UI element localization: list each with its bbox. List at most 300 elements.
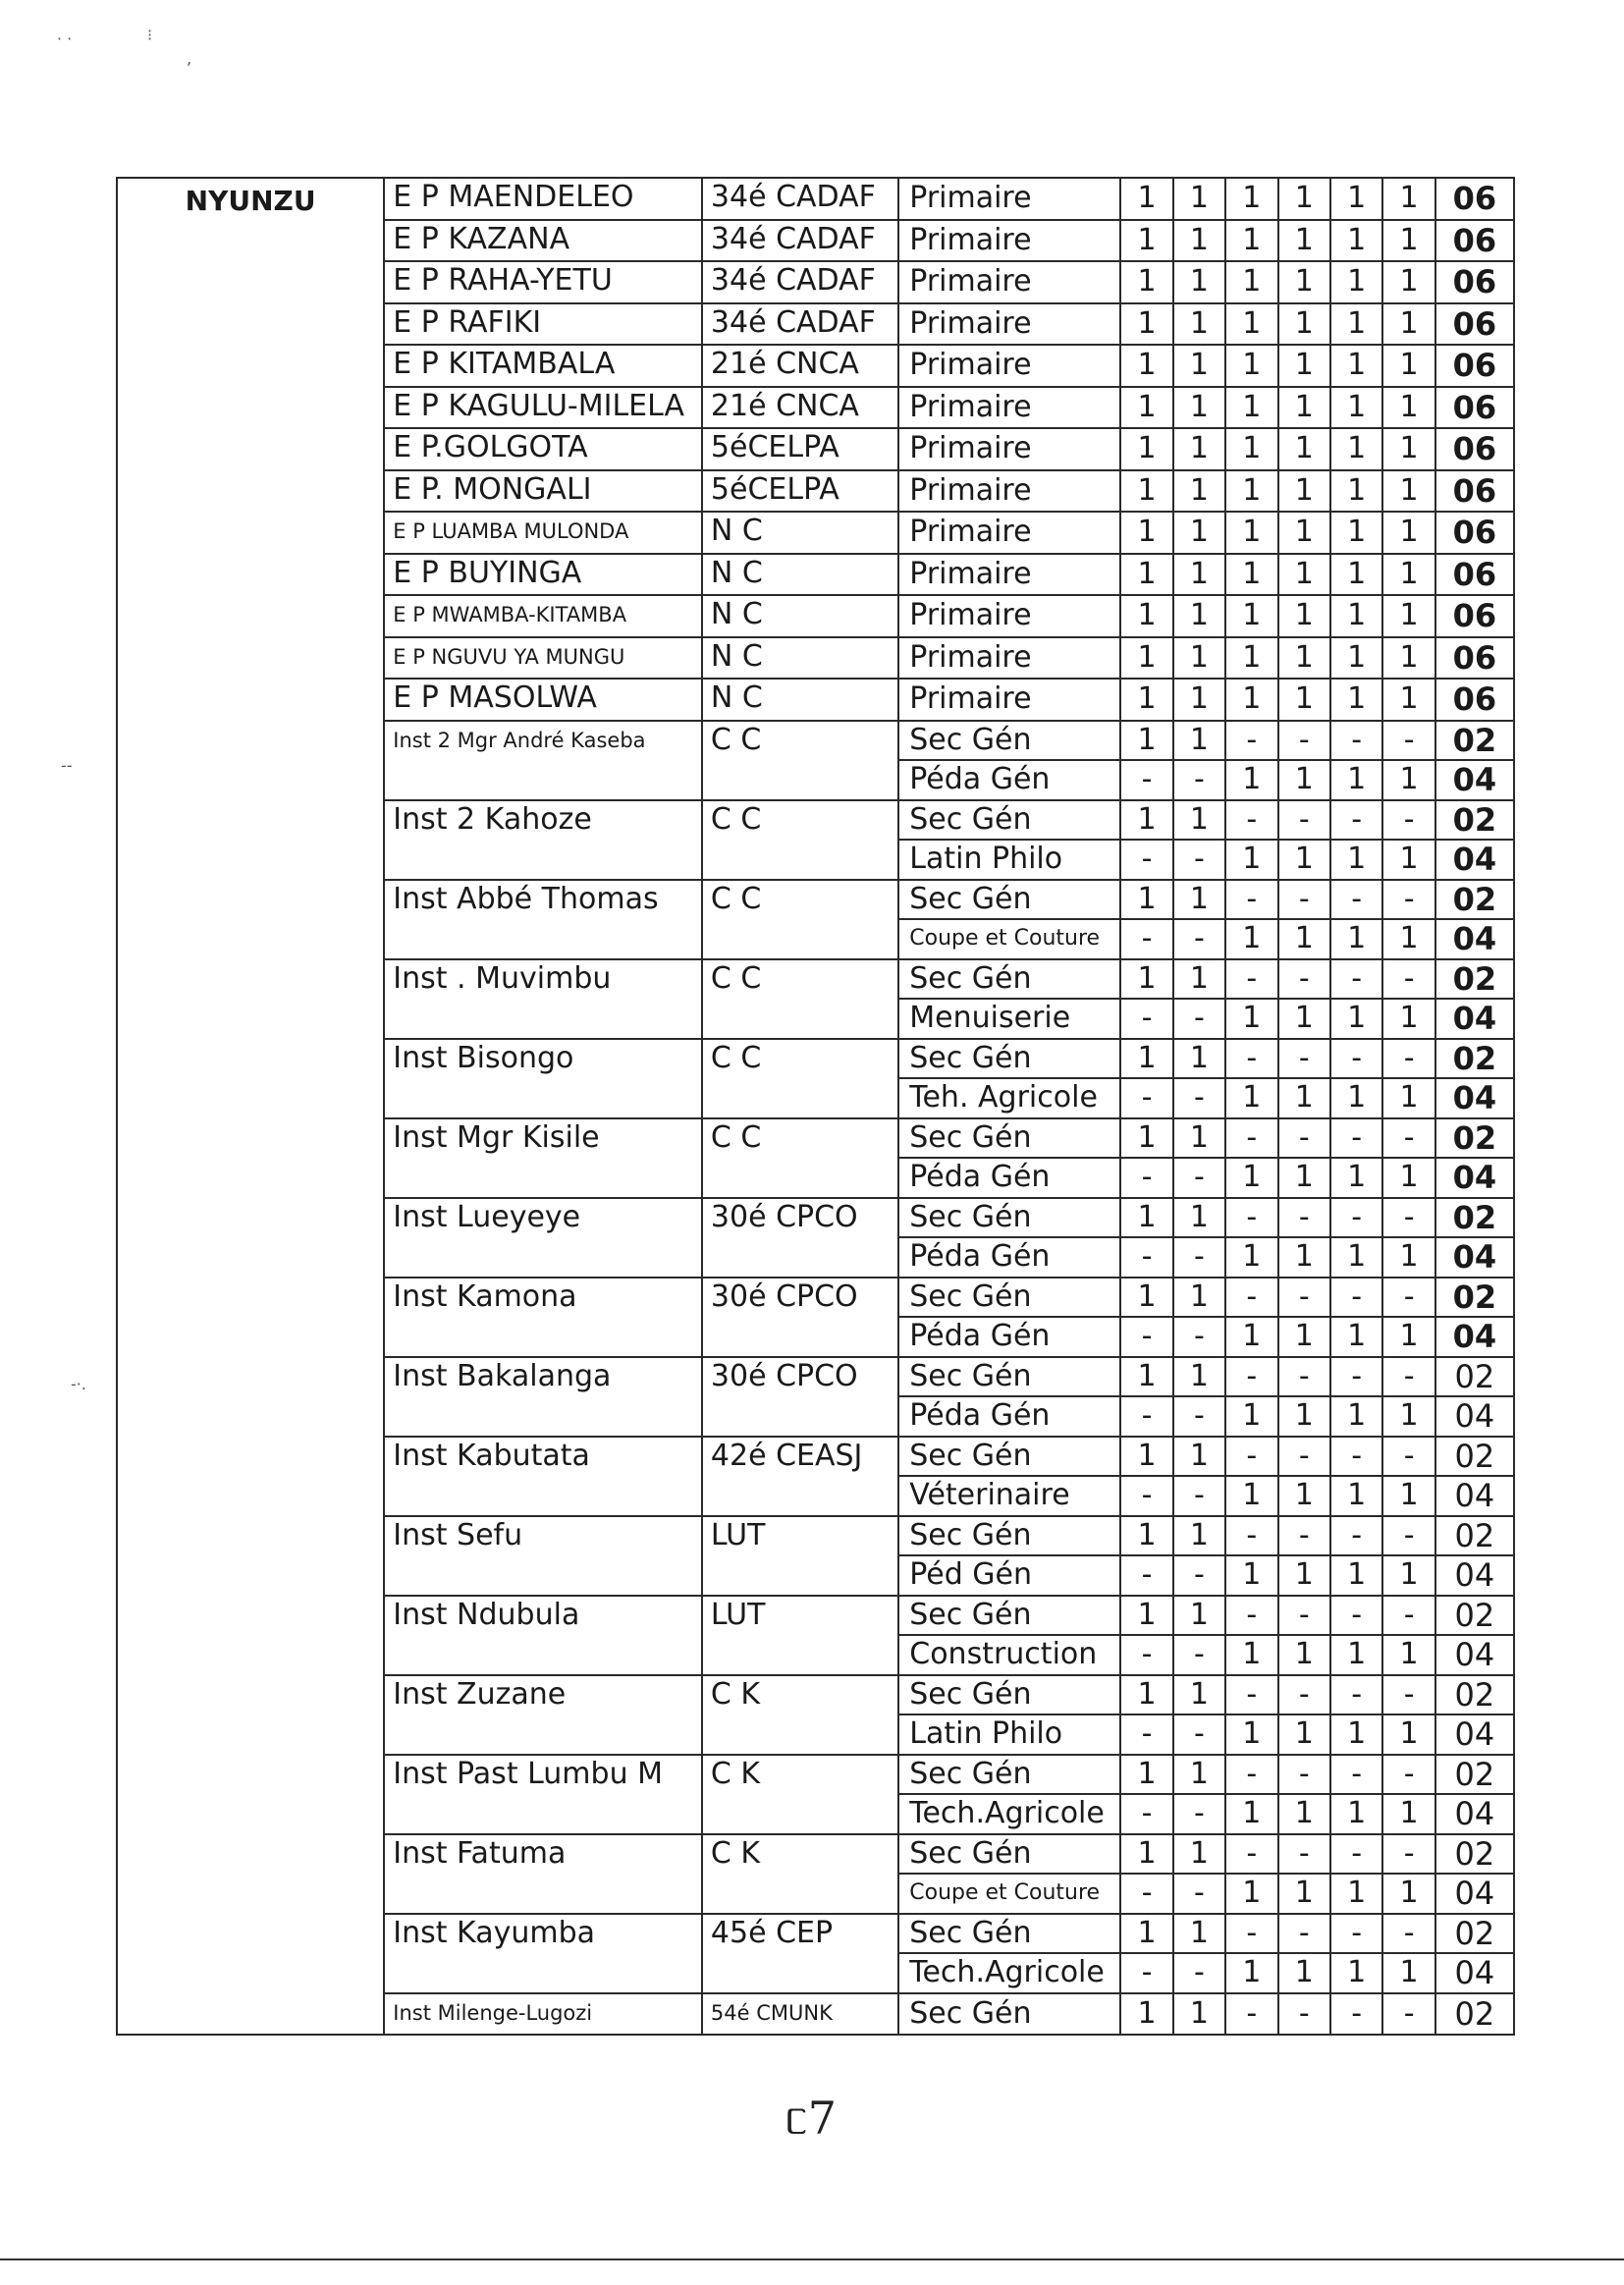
total-cell: 06 [1435,428,1514,470]
class-cell: 1 [1120,1914,1172,1954]
network-code: C K [702,1834,898,1914]
level-option: Primaire [898,679,1120,721]
class-cell: 1 [1120,261,1172,303]
class-cell: 1 [1382,679,1435,721]
class-cell: - [1225,1675,1277,1715]
total-cell: 04 [1435,840,1514,880]
class-cell: 1 [1173,1357,1225,1397]
total-cell: 06 [1435,470,1514,513]
level-option: Primaire [898,303,1120,346]
class-cell: - [1278,721,1330,761]
class-cell: 1 [1382,1874,1435,1914]
total-cell: 02 [1435,1675,1514,1715]
class-cell: 1 [1173,554,1225,596]
total-cell: 04 [1435,1396,1514,1437]
class-cell: 1 [1278,512,1330,554]
level-option: Primaire [898,345,1120,387]
level-option: Primaire [898,178,1120,220]
total-cell: 04 [1435,1714,1514,1755]
network-code: 54é CMUNK [702,1993,898,2036]
class-cell: - [1225,1516,1277,1556]
class-cell: 1 [1225,1158,1277,1198]
class-cell: 1 [1382,1158,1435,1198]
class-cell: 1 [1382,261,1435,303]
class-cell: - [1330,721,1382,761]
class-cell: - [1173,1953,1225,1993]
class-cell: 1 [1173,721,1225,761]
class-cell: 1 [1278,470,1330,513]
class-cell: - [1120,1714,1172,1755]
class-cell: 1 [1225,345,1277,387]
class-cell: 1 [1120,1834,1172,1875]
class-cell: - [1120,1078,1172,1118]
class-cell: 1 [1330,1476,1382,1516]
class-cell: - [1330,1198,1382,1238]
class-cell: 1 [1278,1635,1330,1675]
school-name: Inst Zuzane [384,1675,702,1755]
class-cell: - [1225,1039,1277,1079]
class-cell: - [1225,1278,1277,1318]
class-cell: - [1173,1158,1225,1198]
class-cell: 1 [1382,512,1435,554]
class-cell: - [1120,1317,1172,1357]
class-cell: 1 [1225,1714,1277,1755]
class-cell: 1 [1173,1278,1225,1318]
scan-speck: -- [61,756,73,775]
level-option: Coupe et Couture [898,919,1120,959]
class-cell: - [1225,1596,1277,1636]
network-code: C K [702,1755,898,1834]
class-cell: 1 [1225,999,1277,1039]
network-code: N C [702,554,898,596]
level-option: Primaire [898,261,1120,303]
class-cell: 1 [1225,1078,1277,1118]
school-name: Inst Milenge-Lugozi [384,1993,702,2036]
total-cell: 02 [1435,1914,1514,1954]
class-cell: 1 [1382,387,1435,429]
class-cell: 1 [1278,387,1330,429]
class-cell: 1 [1330,512,1382,554]
class-cell: 1 [1278,1237,1330,1278]
class-cell: 1 [1173,345,1225,387]
class-cell: 1 [1330,1396,1382,1437]
class-cell: 1 [1173,1118,1225,1159]
class-cell: - [1120,760,1172,800]
class-cell: 1 [1382,1237,1435,1278]
scan-speck: , [187,49,192,68]
class-cell: 1 [1173,1834,1225,1875]
class-cell: 1 [1278,345,1330,387]
network-code: 30é CPCO [702,1357,898,1437]
class-cell: 1 [1382,345,1435,387]
total-cell: 04 [1435,1794,1514,1834]
class-cell: - [1330,1914,1382,1954]
class-cell: - [1120,1476,1172,1516]
class-cell: - [1278,800,1330,841]
total-cell: 04 [1435,1555,1514,1596]
class-cell: - [1225,1914,1277,1954]
class-cell: 1 [1330,261,1382,303]
class-cell: - [1278,1834,1330,1875]
class-cell: 1 [1173,303,1225,346]
class-cell: 1 [1278,303,1330,346]
total-cell: 04 [1435,1635,1514,1675]
class-cell: 1 [1225,1635,1277,1675]
school-name: E P BUYINGA [384,554,702,596]
class-cell: - [1382,1516,1435,1556]
total-cell: 02 [1435,721,1514,761]
class-cell: 1 [1173,261,1225,303]
school-name: Inst Abbé Thomas [384,880,702,959]
class-cell: 1 [1173,178,1225,220]
class-cell: - [1120,1874,1172,1914]
class-cell: 1 [1330,1158,1382,1198]
class-cell: 1 [1278,840,1330,880]
class-cell: 1 [1120,428,1172,470]
class-cell: - [1382,1914,1435,1954]
network-code: C C [702,959,898,1039]
total-cell: 06 [1435,637,1514,680]
class-cell: 1 [1173,512,1225,554]
class-cell: 1 [1173,1039,1225,1079]
total-cell: 06 [1435,595,1514,637]
class-cell: 1 [1173,1993,1225,2036]
class-cell: 1 [1120,554,1172,596]
class-cell: - [1173,1476,1225,1516]
network-code: C C [702,880,898,959]
level-option: Sec Gén [898,1993,1120,2036]
class-cell: - [1173,760,1225,800]
class-cell: 1 [1330,919,1382,959]
class-cell: 1 [1225,919,1277,959]
school-name: Inst Mgr Kisile [384,1118,702,1198]
class-cell: - [1382,959,1435,1000]
level-option: Sec Gén [898,1914,1120,1954]
class-cell: 1 [1382,220,1435,262]
class-cell: - [1278,1596,1330,1636]
class-cell: 1 [1330,595,1382,637]
level-option: Primaire [898,512,1120,554]
class-cell: 1 [1120,1755,1172,1795]
class-cell: 1 [1225,595,1277,637]
class-cell: 1 [1173,595,1225,637]
class-cell: - [1225,721,1277,761]
network-code: 21é CNCA [702,345,898,387]
class-cell: - [1382,1039,1435,1079]
school-name: E P. MONGALI [384,470,702,513]
class-cell: 1 [1225,840,1277,880]
school-name: Inst Ndubula [384,1596,702,1675]
school-name: Inst Lueyeye [384,1198,702,1278]
school-name: E P KITAMBALA [384,345,702,387]
level-option: Sec Gén [898,1357,1120,1397]
class-cell: - [1173,1078,1225,1118]
class-cell: - [1278,1118,1330,1159]
class-cell: - [1120,1555,1172,1596]
class-cell: 1 [1120,637,1172,680]
class-cell: 1 [1173,428,1225,470]
class-cell: 1 [1382,178,1435,220]
class-cell: - [1225,1118,1277,1159]
class-cell: 1 [1120,959,1172,1000]
class-cell: - [1120,919,1172,959]
level-option: Primaire [898,554,1120,596]
school-name: Inst Kabutata [384,1437,702,1516]
level-option: Sec Gén [898,721,1120,761]
class-cell: 1 [1225,428,1277,470]
class-cell: - [1173,1874,1225,1914]
class-cell: 1 [1173,679,1225,721]
class-cell: 1 [1330,470,1382,513]
class-cell: - [1225,800,1277,841]
level-option: Sec Gén [898,1198,1120,1238]
network-code: C C [702,1118,898,1198]
class-cell: 1 [1173,1755,1225,1795]
class-cell: 1 [1225,387,1277,429]
class-cell: - [1173,1555,1225,1596]
level-option: Péda Gén [898,1317,1120,1357]
class-cell: - [1120,1794,1172,1834]
class-cell: 1 [1278,1317,1330,1357]
class-cell: 1 [1382,999,1435,1039]
class-cell: - [1330,1834,1382,1875]
total-cell: 06 [1435,261,1514,303]
network-code: 45é CEP [702,1914,898,1993]
class-cell: 1 [1382,1953,1435,1993]
class-cell: 1 [1120,1357,1172,1397]
class-cell: 1 [1330,1635,1382,1675]
total-cell: 06 [1435,345,1514,387]
class-cell: 1 [1120,1993,1172,2036]
class-cell: - [1382,1118,1435,1159]
total-cell: 02 [1435,1755,1514,1795]
district-name: NYUNZU [117,178,384,2035]
class-cell: - [1330,1596,1382,1636]
class-cell: 1 [1173,220,1225,262]
class-cell: 1 [1225,1555,1277,1596]
class-cell: 1 [1382,1078,1435,1118]
class-cell: 1 [1330,387,1382,429]
class-cell: - [1382,1357,1435,1397]
class-cell: 1 [1382,303,1435,346]
class-cell: 1 [1120,679,1172,721]
network-code: 5éCELPA [702,428,898,470]
class-cell: - [1225,1755,1277,1795]
class-cell: 1 [1278,1078,1330,1118]
level-option: Primaire [898,470,1120,513]
level-option: Coupe et Couture [898,1874,1120,1914]
class-cell: - [1278,1675,1330,1715]
school-name: Inst Bisongo [384,1039,702,1118]
class-cell: - [1278,1755,1330,1795]
class-cell: 1 [1225,679,1277,721]
class-cell: 1 [1330,554,1382,596]
class-cell: 1 [1173,959,1225,1000]
level-option: Sec Gén [898,1596,1120,1636]
level-option: Primaire [898,595,1120,637]
class-cell: 1 [1382,840,1435,880]
class-cell: - [1330,1039,1382,1079]
class-cell: 1 [1225,1874,1277,1914]
class-cell: - [1120,999,1172,1039]
level-option: Sec Gén [898,959,1120,1000]
school-name: Inst 2 Kahoze [384,800,702,880]
school-name: E P RAFIKI [384,303,702,346]
level-option: Tech.Agricole [898,1953,1120,1993]
class-cell: 1 [1330,1794,1382,1834]
class-cell: - [1225,1834,1277,1875]
class-cell: 1 [1173,387,1225,429]
class-cell: - [1120,1396,1172,1437]
level-option: Sec Gén [898,1118,1120,1159]
class-cell: 1 [1278,1555,1330,1596]
class-cell: 1 [1173,470,1225,513]
class-cell: - [1173,840,1225,880]
class-cell: - [1225,880,1277,920]
class-cell: 1 [1382,554,1435,596]
class-cell: 1 [1278,999,1330,1039]
school-name: E P NGUVU YA MUNGU [384,637,702,680]
class-cell: 1 [1382,1555,1435,1596]
class-cell: - [1382,880,1435,920]
class-cell: 1 [1278,178,1330,220]
class-cell: 1 [1225,1396,1277,1437]
class-cell: 1 [1225,178,1277,220]
class-cell: 1 [1330,1714,1382,1755]
level-option: Construction [898,1635,1120,1675]
total-cell: 02 [1435,800,1514,841]
class-cell: - [1225,959,1277,1000]
class-cell: 1 [1382,1794,1435,1834]
school-name: Inst 2 Mgr André Kaseba [384,721,702,800]
class-cell: 1 [1120,880,1172,920]
network-code: LUT [702,1516,898,1596]
class-cell: 1 [1225,760,1277,800]
total-cell: 04 [1435,1158,1514,1198]
class-cell: - [1278,1914,1330,1954]
scan-speck: -·. [71,1375,86,1393]
class-cell: 1 [1330,220,1382,262]
network-code: LUT [702,1596,898,1675]
level-option: Péda Gén [898,1396,1120,1437]
total-cell: 06 [1435,387,1514,429]
class-cell: 1 [1120,345,1172,387]
level-option: Primaire [898,428,1120,470]
class-cell: 1 [1330,679,1382,721]
total-cell: 02 [1435,1596,1514,1636]
class-cell: - [1382,1755,1435,1795]
class-cell: - [1173,1396,1225,1437]
class-cell: 1 [1120,1118,1172,1159]
class-cell: - [1120,1953,1172,1993]
class-cell: 1 [1120,800,1172,841]
class-cell: 1 [1225,554,1277,596]
level-option: Sec Gén [898,880,1120,920]
class-cell: - [1278,1357,1330,1397]
class-cell: - [1382,1993,1435,2036]
class-cell: 1 [1120,1039,1172,1079]
school-name: Inst Past Lumbu M [384,1755,702,1834]
school-name: Inst . Muvimbu [384,959,702,1039]
class-cell: - [1330,1516,1382,1556]
network-code: N C [702,595,898,637]
class-cell: 1 [1173,1198,1225,1238]
class-cell: - [1278,959,1330,1000]
class-cell: 1 [1330,1078,1382,1118]
class-cell: - [1330,1118,1382,1159]
class-cell: 1 [1278,679,1330,721]
school-name: Inst Bakalanga [384,1357,702,1437]
network-code: 21é CNCA [702,387,898,429]
class-cell: 1 [1278,637,1330,680]
class-cell: 1 [1330,428,1382,470]
total-cell: 04 [1435,1953,1514,1993]
class-cell: 1 [1173,637,1225,680]
network-code: C C [702,721,898,800]
class-cell: - [1173,999,1225,1039]
class-cell: - [1382,1437,1435,1477]
class-cell: 1 [1330,1953,1382,1993]
class-cell: - [1173,1714,1225,1755]
class-cell: - [1278,1993,1330,2036]
level-option: Péd Gén [898,1555,1120,1596]
level-option: Primaire [898,637,1120,680]
school-name: Inst Fatuma [384,1834,702,1914]
level-option: Latin Philo [898,1714,1120,1755]
class-cell: - [1225,1198,1277,1238]
class-cell: 1 [1120,1596,1172,1636]
class-cell: 1 [1278,1874,1330,1914]
school-name: E P MAENDELEO [384,178,702,220]
class-cell: 1 [1120,387,1172,429]
school-name: Inst Sefu [384,1516,702,1596]
network-code: C K [702,1675,898,1755]
class-cell: 1 [1120,721,1172,761]
total-cell: 02 [1435,1516,1514,1556]
class-cell: 1 [1225,1953,1277,1993]
class-cell: - [1120,1158,1172,1198]
class-cell: - [1225,1357,1277,1397]
network-code: N C [702,679,898,721]
class-cell: 1 [1278,1158,1330,1198]
level-option: Latin Philo [898,840,1120,880]
class-cell: - [1278,1437,1330,1477]
class-cell: - [1382,721,1435,761]
network-code: 30é CPCO [702,1278,898,1357]
class-cell: - [1173,1317,1225,1357]
class-cell: 1 [1225,512,1277,554]
total-cell: 02 [1435,1993,1514,2036]
class-cell: 1 [1278,1714,1330,1755]
total-cell: 02 [1435,959,1514,1000]
level-option: Primaire [898,220,1120,262]
class-cell: - [1120,1237,1172,1278]
level-option: Sec Gén [898,1437,1120,1477]
class-cell: - [1382,1675,1435,1715]
class-cell: 1 [1225,1476,1277,1516]
network-code: 34é CADAF [702,178,898,220]
class-cell: - [1330,1993,1382,2036]
class-cell: 1 [1278,595,1330,637]
school-name: E P LUAMBA MULONDA [384,512,702,554]
school-name: E P KAGULU-MILELA [384,387,702,429]
level-option: Tech.Agricole [898,1794,1120,1834]
total-cell: 02 [1435,1357,1514,1397]
class-cell: 1 [1330,637,1382,680]
class-cell: 1 [1120,178,1172,220]
total-cell: 04 [1435,1476,1514,1516]
class-cell: - [1225,1437,1277,1477]
